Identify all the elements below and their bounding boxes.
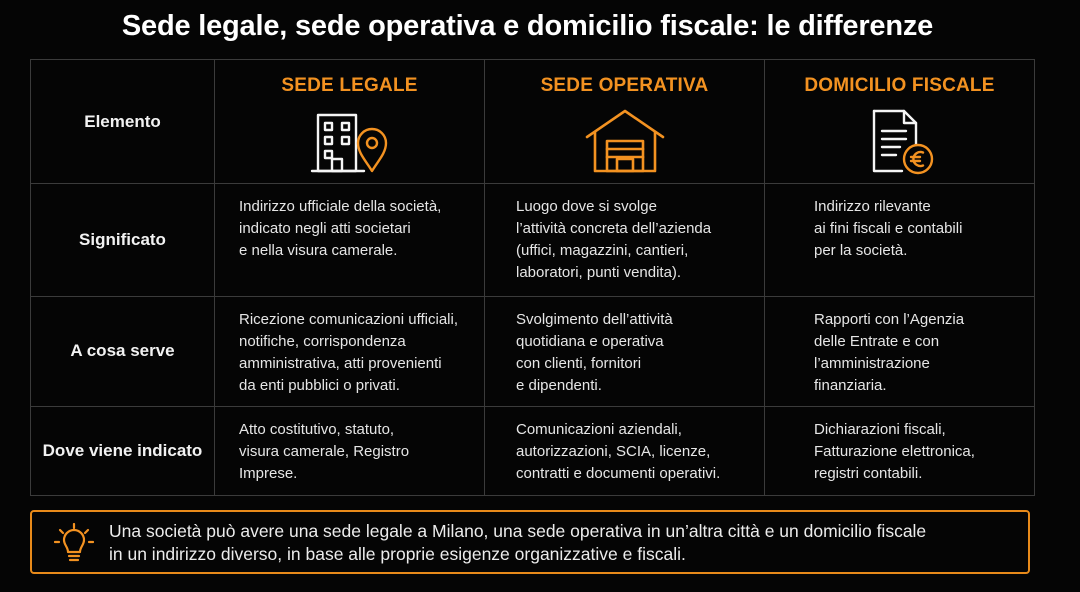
header-row xyxy=(31,60,1035,184)
table-cell: Dichiarazioni fiscali, Fatturazione elettronica, registri contabili. xyxy=(814,420,975,482)
table-row xyxy=(31,406,1035,495)
lightbulb-icon xyxy=(54,523,94,563)
row-label-a-cosa-serve: A cosa serve xyxy=(31,296,215,406)
table-cell: Indirizzo rilevante ai fini fiscali e contabili per la società. xyxy=(814,198,963,260)
column-title: SEDE LEGALE xyxy=(281,75,418,96)
row-label-dove-viene-indicato: Dove viene indicato xyxy=(31,406,215,495)
note-text: Una società può avere una sede legale a Milano, una sede operativa in un’altra città e un domicilio fiscale in un indirizzo diverso, in base alle proprie esigenze organizzative e fiscali. xyxy=(109,521,927,564)
document-euro-icon xyxy=(860,107,940,175)
table-cell: Ricezione comunicazioni ufficiali, notifiche, corrispondenza amministrativa, atti provenienti da enti pubblici o privati. xyxy=(239,310,458,394)
column-header-domicilio-fiscale xyxy=(765,60,1035,184)
page-title: Sede legale, sede operativa e domicilio fiscale: le differenze xyxy=(121,10,934,42)
comparison-table xyxy=(30,59,1035,496)
table-cell: Rapporti con l’Agenzia delle Entrate e con l’amministrazione finanziaria. xyxy=(814,310,965,394)
info-note xyxy=(30,510,1030,574)
table-row xyxy=(31,184,1035,296)
warehouse-icon xyxy=(585,107,665,175)
table-cell: Atto costitutivo, statuto, visura camerale, Registro Imprese. xyxy=(239,420,410,482)
column-title: DOMICILIO FISCALE xyxy=(804,75,995,96)
column-title: SEDE OPERATIVA xyxy=(540,75,709,96)
table-cell: Comunicazioni aziendali, autorizzazioni, SCIA, licenze, contratti e documenti operativi. xyxy=(516,420,721,482)
building-location-pin-icon xyxy=(310,107,390,175)
table-cell: Luogo dove si svolge l’attività concreta dell’azienda (uffici, magazzini, cantieri, laboratori, punti vendita). xyxy=(516,198,712,282)
table-row xyxy=(31,296,1035,406)
row-label-significato: Significato xyxy=(31,184,215,296)
table-cell: Indirizzo ufficiale della società, indicato negli atti societari e nella visura camerale. xyxy=(239,198,442,260)
column-header-sede-operativa xyxy=(485,60,765,184)
column-header-sede-legale xyxy=(215,60,485,184)
row-label-elemento: Elemento xyxy=(31,60,215,184)
table-cell: Svolgimento dell’attività quotidiana e operativa con clienti, fornitori e dipendenti. xyxy=(516,310,673,394)
